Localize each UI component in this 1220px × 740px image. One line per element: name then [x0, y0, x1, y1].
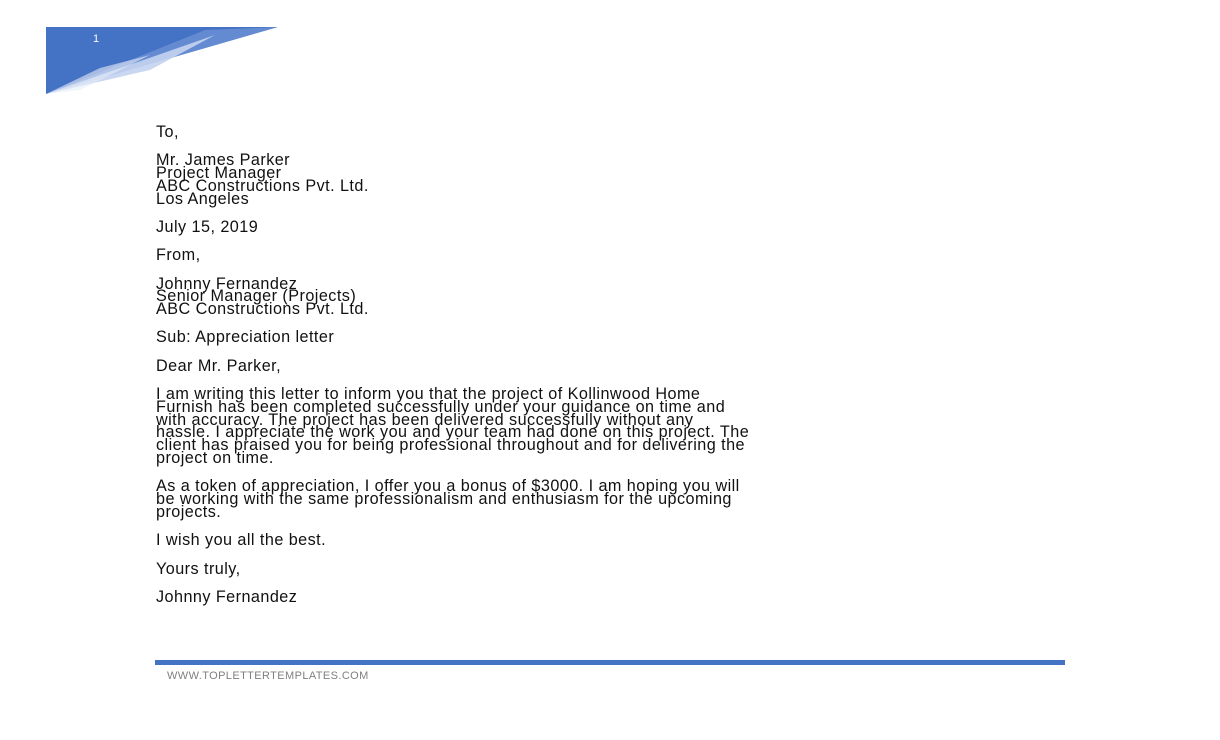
closing-block — [156, 559, 1076, 578]
body-paragraph-1 — [156, 385, 1076, 468]
sender-name: Johnny Fernandez — [156, 274, 298, 293]
sender-title: Senior Manager (Projects) — [156, 287, 357, 306]
recipient-city: Los Angeles — [156, 189, 250, 208]
subject-line: Sub: Appreciation letter — [156, 328, 335, 347]
paragraph-line: with accuracy. The project has been delivered successfully without any — [156, 410, 694, 429]
sender-company: ABC Constructions Pvt. Ltd. — [156, 300, 369, 319]
recipient-title: Project Manager — [156, 164, 282, 183]
date-block — [156, 217, 1076, 236]
paragraph-line: project on time. — [156, 449, 274, 468]
wishes-line: I wish you all the best. — [156, 531, 327, 550]
to-block — [156, 123, 1076, 141]
paragraph-line: I am writing this letter to inform you that the project of Kollinwood Home — [156, 385, 701, 404]
letter-date: July 15, 2019 — [156, 217, 259, 236]
footer-divider — [155, 660, 1065, 665]
salutation-block — [156, 356, 1076, 375]
letter-body — [156, 123, 1076, 619]
subject-block — [156, 328, 1076, 347]
from-label: From, — [156, 246, 201, 265]
paragraph-line: client has praised you for being professional throughout and for delivering the — [156, 436, 745, 455]
paragraph-line: hassle. I appreciate the work you and your team had done on this project. The — [156, 423, 750, 442]
paragraph-line: be working with the same professionalism and enthusiasm for the upcoming — [156, 490, 732, 509]
paragraph-line: Furnish has been completed successfully under your guidance on time and — [156, 397, 726, 416]
paragraph-line: projects. — [156, 502, 222, 521]
closing-line: Yours truly, — [156, 559, 241, 578]
salutation: Dear Mr. Parker, — [156, 356, 282, 375]
footer-website: WWW.TOPLETTERTEMPLATES.COM — [167, 670, 369, 682]
signature-name: Johnny Fernandez — [156, 587, 298, 606]
wishes-block — [156, 531, 1076, 550]
recipient-company: ABC Constructions Pvt. Ltd. — [156, 176, 369, 195]
recipient-name: Mr. James Parker — [156, 151, 291, 170]
from-block — [156, 246, 1076, 265]
signature-block — [156, 587, 1076, 606]
corner-banner-decoration — [0, 0, 290, 100]
page-number: 1 — [93, 33, 100, 45]
recipient-address — [156, 151, 1076, 208]
sender-address — [156, 274, 1076, 319]
body-paragraph-2 — [156, 477, 1076, 521]
to-label: To, — [156, 123, 179, 141]
paragraph-line: As a token of appreciation, I offer you a bonus of $3000. I am hoping you will — [156, 477, 740, 496]
